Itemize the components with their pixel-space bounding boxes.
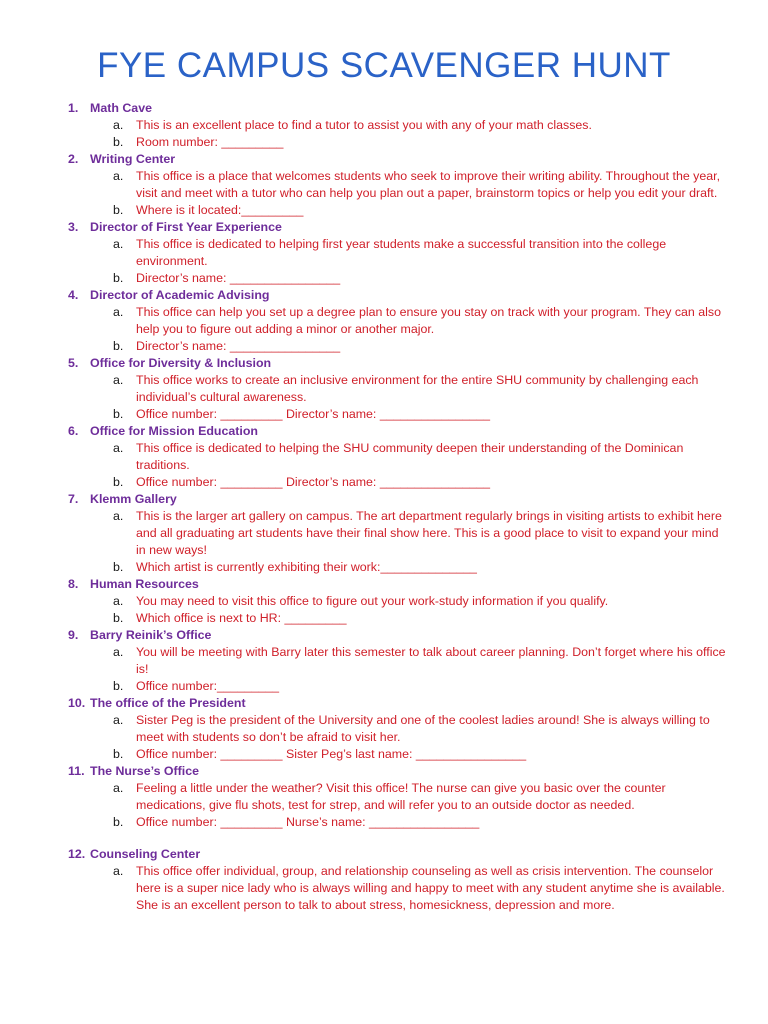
sub-item — [113, 406, 728, 423]
item-heading — [68, 100, 728, 117]
sub-item — [113, 440, 728, 474]
sub-item-letter: a. — [113, 373, 124, 387]
sub-item-letter: a. — [113, 169, 124, 183]
sub-item-letter: a. — [113, 441, 124, 455]
sub-item-letter: a. — [113, 118, 124, 132]
sub-list — [68, 372, 728, 423]
item-title: Office for Diversity & Inclusion — [90, 356, 272, 370]
list-item — [68, 423, 728, 491]
item-number: 11. — [68, 764, 85, 778]
sub-item-text: Feeling a little under the weather? Visit this office! The nurse can give you basic over the counter medications, give flu shots, test for strep, and will refer you to an outside doctor as needed. — [136, 781, 666, 812]
list-item — [68, 100, 728, 151]
spacer — [68, 831, 728, 846]
item-title: Counseling Center — [90, 847, 201, 861]
sub-list — [68, 304, 728, 355]
sub-item — [113, 117, 728, 134]
sub-item-letter: b. — [113, 747, 124, 761]
sub-item-letter: b. — [113, 203, 124, 217]
item-heading — [68, 151, 728, 168]
item-number: 3. — [68, 220, 79, 234]
sub-item — [113, 746, 728, 763]
sub-item — [113, 593, 728, 610]
item-heading — [68, 763, 728, 780]
page-title: FYE CAMPUS SCAVENGER HUNT — [97, 46, 671, 85]
item-number: 7. — [68, 492, 79, 506]
item-title: The Nurse’s Office — [90, 764, 200, 778]
sub-item-text: Room number: _________ — [136, 135, 284, 149]
sub-item — [113, 780, 728, 814]
item-heading — [68, 627, 728, 644]
sub-item-text: Which artist is currently exhibiting their work:______________ — [136, 560, 477, 574]
item-heading — [68, 491, 728, 508]
list-item — [68, 491, 728, 576]
sub-item-letter: a. — [113, 781, 124, 795]
item-title: Director of Academic Advising — [90, 288, 270, 302]
sub-item-letter: b. — [113, 560, 124, 574]
sub-item-letter: a. — [113, 305, 124, 319]
list-item — [68, 287, 728, 355]
sub-list — [68, 863, 728, 914]
sub-list — [68, 440, 728, 491]
sub-item-text: This is the larger art gallery on campus. The art department regularly brings in visiting artists to exhibit here and all graduating art students have their final show here. This is a good place to visit to expand your mind in new ways! — [136, 509, 722, 557]
sub-item — [113, 712, 728, 746]
item-number: 1. — [68, 101, 79, 115]
sub-item-text: Sister Peg is the president of the University and one of the coolest ladies around! She is always willing to meet with students so don’t be afraid to visit her. — [136, 713, 710, 744]
item-title: Math Cave — [90, 101, 152, 115]
item-number: 12. — [68, 847, 86, 861]
item-heading — [68, 423, 728, 440]
sub-item — [113, 508, 728, 559]
sub-item — [113, 474, 728, 491]
sub-item — [113, 559, 728, 576]
item-number: 9. — [68, 628, 79, 642]
list-item — [68, 355, 728, 423]
sub-item — [113, 202, 728, 219]
sub-item-text: This office can help you set up a degree plan to ensure you stay on track with your program. They can also help you to figure out adding a minor or another major. — [136, 305, 721, 336]
list-item — [68, 576, 728, 627]
sub-list — [68, 593, 728, 627]
list-item — [68, 763, 728, 831]
item-title: Director of First Year Experience — [90, 220, 282, 234]
sub-item-text: This office works to create an inclusive environment for the entire SHU community by challenging each individual’s cultural awareness. — [136, 373, 699, 404]
sub-item — [113, 304, 728, 338]
list-item — [68, 695, 728, 763]
sub-item-letter: a. — [113, 645, 124, 659]
sub-item-text: Office number:_________ — [136, 679, 280, 693]
list-item — [68, 151, 728, 219]
list-item — [68, 627, 728, 695]
sub-item — [113, 863, 728, 914]
scavenger-hunt-list — [68, 100, 728, 914]
sub-item — [113, 134, 728, 151]
item-heading — [68, 355, 728, 372]
list-item — [68, 846, 728, 914]
sub-item-text: This is an excellent place to find a tutor to assist you with any of your math classes. — [136, 118, 592, 132]
sub-item-text: Which office is next to HR: _________ — [136, 611, 347, 625]
sub-item — [113, 814, 728, 831]
item-title: Office for Mission Education — [90, 424, 258, 438]
sub-item — [113, 270, 728, 287]
sub-item — [113, 610, 728, 627]
sub-item-text: Office number: _________ Nurse’s name: ________________ — [136, 815, 480, 829]
sub-item-text: Office number: _________ Sister Peg’s last name: ________________ — [136, 747, 527, 761]
sub-item-letter: b. — [113, 271, 124, 285]
item-number: 2. — [68, 152, 79, 166]
sub-item-letter: b. — [113, 611, 124, 625]
sub-item-text: Office number: _________ Director’s name: ________________ — [136, 407, 491, 421]
item-title: The office of the President — [90, 696, 246, 710]
sub-item-letter: b. — [113, 475, 124, 489]
sub-item — [113, 338, 728, 355]
item-number: 6. — [68, 424, 79, 438]
sub-item — [113, 372, 728, 406]
sub-item-text: This office offer individual, group, and relationship counseling as well as crisis intervention. The counselor here is a super nice lady who is always willing and happy to meet with any student anytime she is available. She is an excellent person to talk to about stress, homesickness, depression and more. — [136, 864, 725, 912]
item-heading — [68, 695, 728, 712]
sub-item-text: You may need to visit this office to figure out your work-study information if you qualify. — [136, 594, 609, 608]
item-title: Klemm Gallery — [90, 492, 177, 506]
sub-item-letter: b. — [113, 815, 124, 829]
item-title: Human Resources — [90, 577, 199, 591]
item-heading — [68, 219, 728, 236]
sub-list — [68, 780, 728, 831]
sub-item-letter: a. — [113, 237, 124, 251]
item-number: 5. — [68, 356, 79, 370]
sub-item-letter: a. — [113, 713, 124, 727]
sub-item-letter: b. — [113, 679, 124, 693]
sub-item-text: Where is it located:_________ — [136, 203, 304, 217]
list-item — [68, 219, 728, 287]
sub-item — [113, 168, 728, 202]
sub-item-text: Director’s name: ________________ — [136, 339, 341, 353]
sub-item-text: This office is dedicated to helping the SHU community deepen their understanding of the Dominican traditions. — [136, 441, 684, 472]
sub-list — [68, 644, 728, 695]
sub-item-letter: b. — [113, 135, 124, 149]
item-number: 10. — [68, 696, 86, 710]
sub-item-letter: a. — [113, 509, 124, 523]
sub-item-text: This office is a place that welcomes students who seek to improve their writing ability. Throughout the year, visit and meet with a tutor who can help you plan out a paper, brainstorm topics or help you edit your draft. — [136, 169, 721, 200]
sub-list — [68, 236, 728, 287]
sub-item-letter: b. — [113, 339, 124, 353]
item-heading — [68, 287, 728, 304]
sub-item-text: Office number: _________ Director’s name: ________________ — [136, 475, 491, 489]
sub-list — [68, 712, 728, 763]
sub-list — [68, 508, 728, 576]
item-title: Barry Reinik’s Office — [90, 628, 212, 642]
item-number: 4. — [68, 288, 79, 302]
sub-item — [113, 678, 728, 695]
sub-item — [113, 644, 728, 678]
sub-item — [113, 236, 728, 270]
sub-item-text: You will be meeting with Barry later this semester to talk about career planning. Don’t forget where his office is! — [136, 645, 726, 676]
sub-item-text: This office is dedicated to helping first year students make a successful transition into the college environment. — [136, 237, 667, 268]
sub-list — [68, 117, 728, 151]
item-number: 8. — [68, 577, 79, 591]
sub-list — [68, 168, 728, 219]
sub-item-letter: a. — [113, 864, 124, 878]
item-heading — [68, 846, 728, 863]
sub-item-text: Director’s name: ________________ — [136, 271, 341, 285]
sub-item-letter: a. — [113, 594, 124, 608]
item-title: Writing Center — [90, 152, 176, 166]
sub-item-letter: b. — [113, 407, 124, 421]
item-heading — [68, 576, 728, 593]
